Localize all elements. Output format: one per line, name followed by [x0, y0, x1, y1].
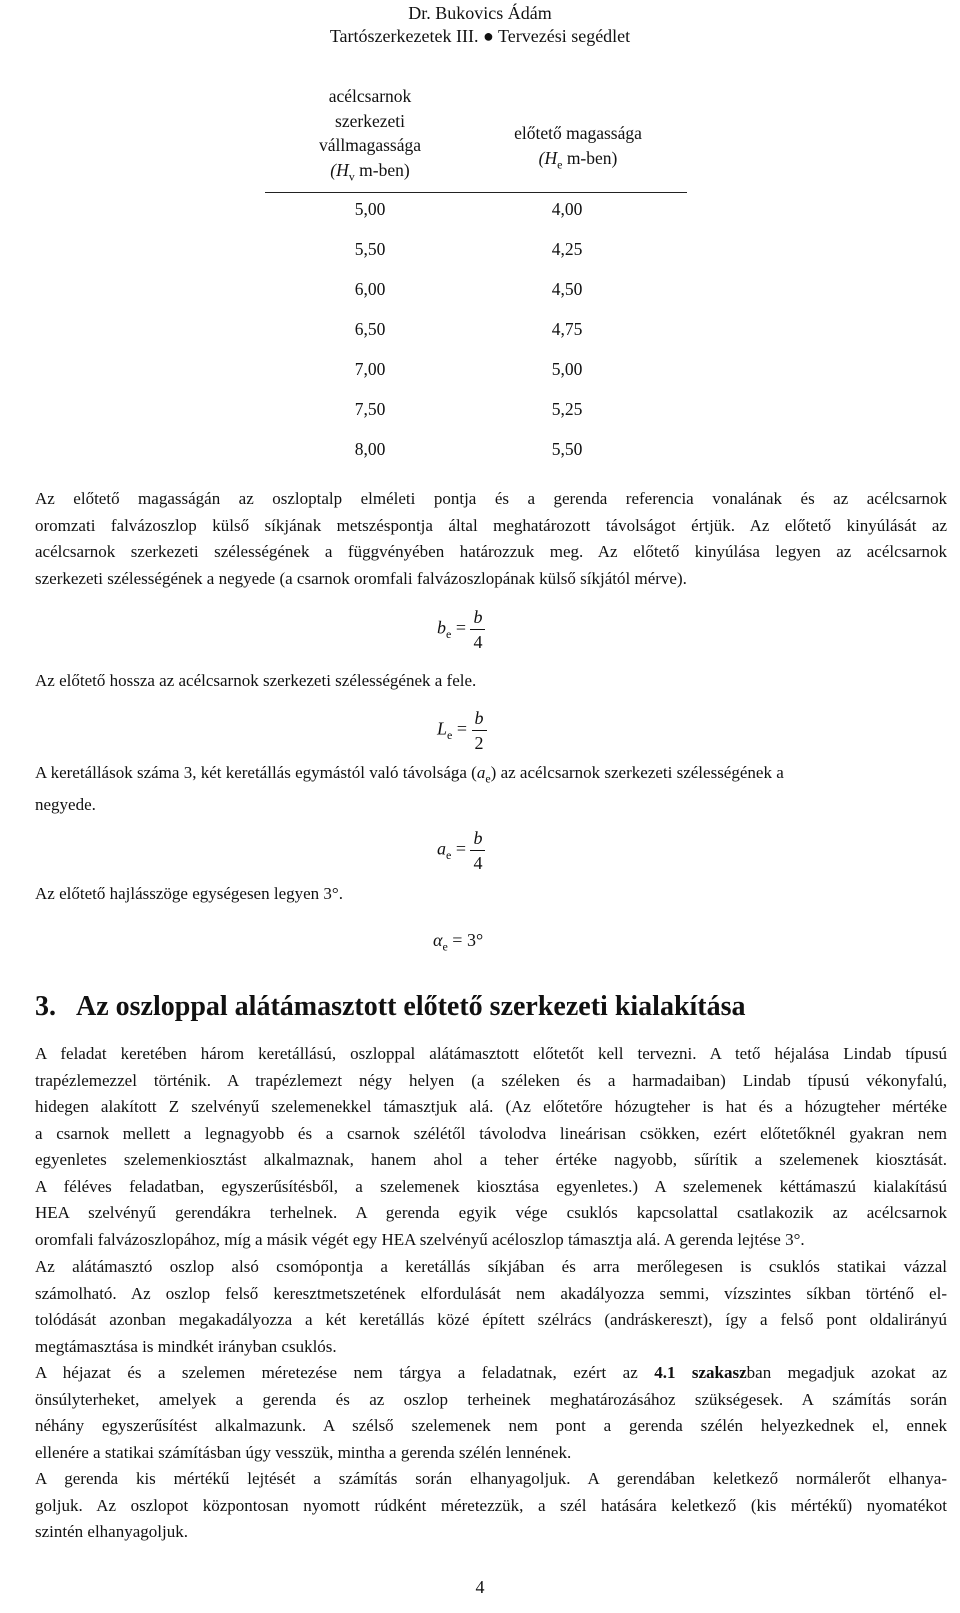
- paragraph-frame-spacing: A keretállások száma 3, két keretállás egymástól való távolsága $(a_e)$ az acélcsarnok szerkezeti szélességének a negyede.: [35, 763, 784, 814]
- table-cell: 7,00: [354, 359, 386, 379]
- paragraph-structure: A feladat keretében három keretállású, oszloppal alátámasztott előtetőt kell tervezni. A tető héjalása Lindab típusú trapézlemezzel történik. A trapézlemezt négy helyen (a széleken és a harmadaiban) Lindab típusú vékonyfalú, hidegen alakított Z szelvényű szelemenekkel támasztjuk alá. (Az előtetőre hózugteher is hat és a hózugteher mértéke a csarnok mellett a legnagyobb és a csarnok szélétől távolodva lineárisan csökken, ezért előtetőknél gyakran nem egyenletes szelemenkiosztást alkalmaznak, hanem ahol a teher értéke nagyobb, sűrítik a szelemenek kiosztását. A féléves feladatban, egyszerűsítésből, a szelemenek kiosztása egyenletes.) A szelemenek kéttámaszú kialakítású HEA szelvényű gerendákra terhelnek. A gerenda egyik vége csuklós kapcsolattal csatlakozik az acélcsarnok oromfali falvázoszlopához, míg a másik végét egy HEA szelvényű acéloszlop támasztja alá. A gerenda lejtése 3°.: [35, 1044, 947, 1249]
- header-subtitle: Tartószerkezetek III. ● Tervezési segédlet: [329, 26, 631, 46]
- table-cell: 8,00: [354, 439, 386, 459]
- equation-le: $L_e$ = $\frac{b}{2}$: [437, 706, 487, 755]
- table-cell: 5,25: [551, 399, 583, 419]
- table-cell: 6,50: [354, 319, 386, 339]
- equation-be: $b_e$ = $\frac{b}{4}$: [437, 605, 485, 654]
- equation-ae: $a_e$ = $\frac{b}{4}$: [437, 826, 485, 875]
- table-cell: 4,00: [551, 199, 583, 219]
- table-cell: 5,00: [551, 359, 583, 379]
- table-header-wall-height: acélcsarnok szerkezeti vállmagassága ($H_v$ m-ben): [318, 86, 422, 183]
- table-cell: 5,00: [354, 199, 386, 219]
- header-author: Dr. Bukovics Ádám: [408, 3, 552, 23]
- table-cell: 7,50: [354, 399, 386, 419]
- table-cell: 4,50: [551, 279, 583, 299]
- table-cell: 6,00: [354, 279, 386, 299]
- section-heading: 3. Az oszloppal alátámasztott előtető szerkezeti kialakítása: [35, 991, 746, 1022]
- paragraph-canopy-height: Az előtető magasságán az oszloptalp elméleti pontja és a gerenda referencia vonalának és az acélcsarnok oromzati falvázoszlop külső síkjának metszéspontja által meghatározott távolságot értjük. Az előtető kinyúlását az acélcsarnok szerkezeti szélességének a függvényében határozzuk meg. Az előtető kinyúlása legyen az acélcsarnok szerkezeti szélességének a negyede (a csarnok oromfali falvázoszlopának külső síkjától mérve).: [35, 489, 947, 588]
- paragraph-simplifications: A gerenda kis mértékű lejtését a számítás során elhanyagoljuk. A gerendában keletkező normálerőt elhanya- goljuk. Az oszlopot központosan nyomott rúdként méretezzük, a szél hatására keletkező (kis mértékű) nyomatékot szintén elhanyagoljuk.: [35, 1469, 947, 1541]
- table-header-canopy-height: előtető magassága ($H_e$ m-ben): [514, 123, 642, 171]
- table-cell: 4,75: [551, 319, 583, 339]
- page-number: 4: [475, 1577, 485, 1597]
- table-cell: 5,50: [551, 439, 583, 459]
- equation-alpha: $\alpha_e = 3^\circ$: [433, 930, 484, 954]
- table-cell: 5,50: [354, 239, 386, 259]
- section-reference-link[interactable]: 4.1 szakasz: [654, 1363, 747, 1382]
- paragraph-canopy-length: Az előtető hossza az acélcsarnok szerkezeti szélességének a fele.: [35, 671, 477, 690]
- paragraph-slope: Az előtető hajlásszöge egységesen legyen 3°.: [35, 884, 343, 903]
- paragraph-column-support: Az alátámasztó oszlop alsó csomópontja a keretállás síkjában és arra merőlegesen is csuklós statikai vázzal számolható. Az oszlop felső keresztmetszetének elfordulását nem akadályozza semmi, vízszintes síkban történő el- tolódását azonban megakadályozza a két keretállás közé épített szélrács (andráskereszt), így a felső pont oldalirányú megtámasztása is mindkét irányban csuklós.: [35, 1257, 947, 1356]
- paragraph-cladding: A héjazat és a szelemen méretezése nem tárgya a feladatnak, ezért az 4.1 szakaszban megadjuk azokat az önsúlyterheket, amelyek a gerenda és az oszlop terheinek meghatározásához szükségesek. A számítás során néhány egyszerűsítést alkalmazunk. A szélső szelemenek nem pont a gerenda szélén helyezkednek el, ennek ellenére a statikai számításban úgy vesszük, mintha a gerenda szélén lennének.: [35, 1363, 947, 1462]
- table-rule: [265, 192, 687, 193]
- table-cell: 4,25: [551, 239, 583, 259]
